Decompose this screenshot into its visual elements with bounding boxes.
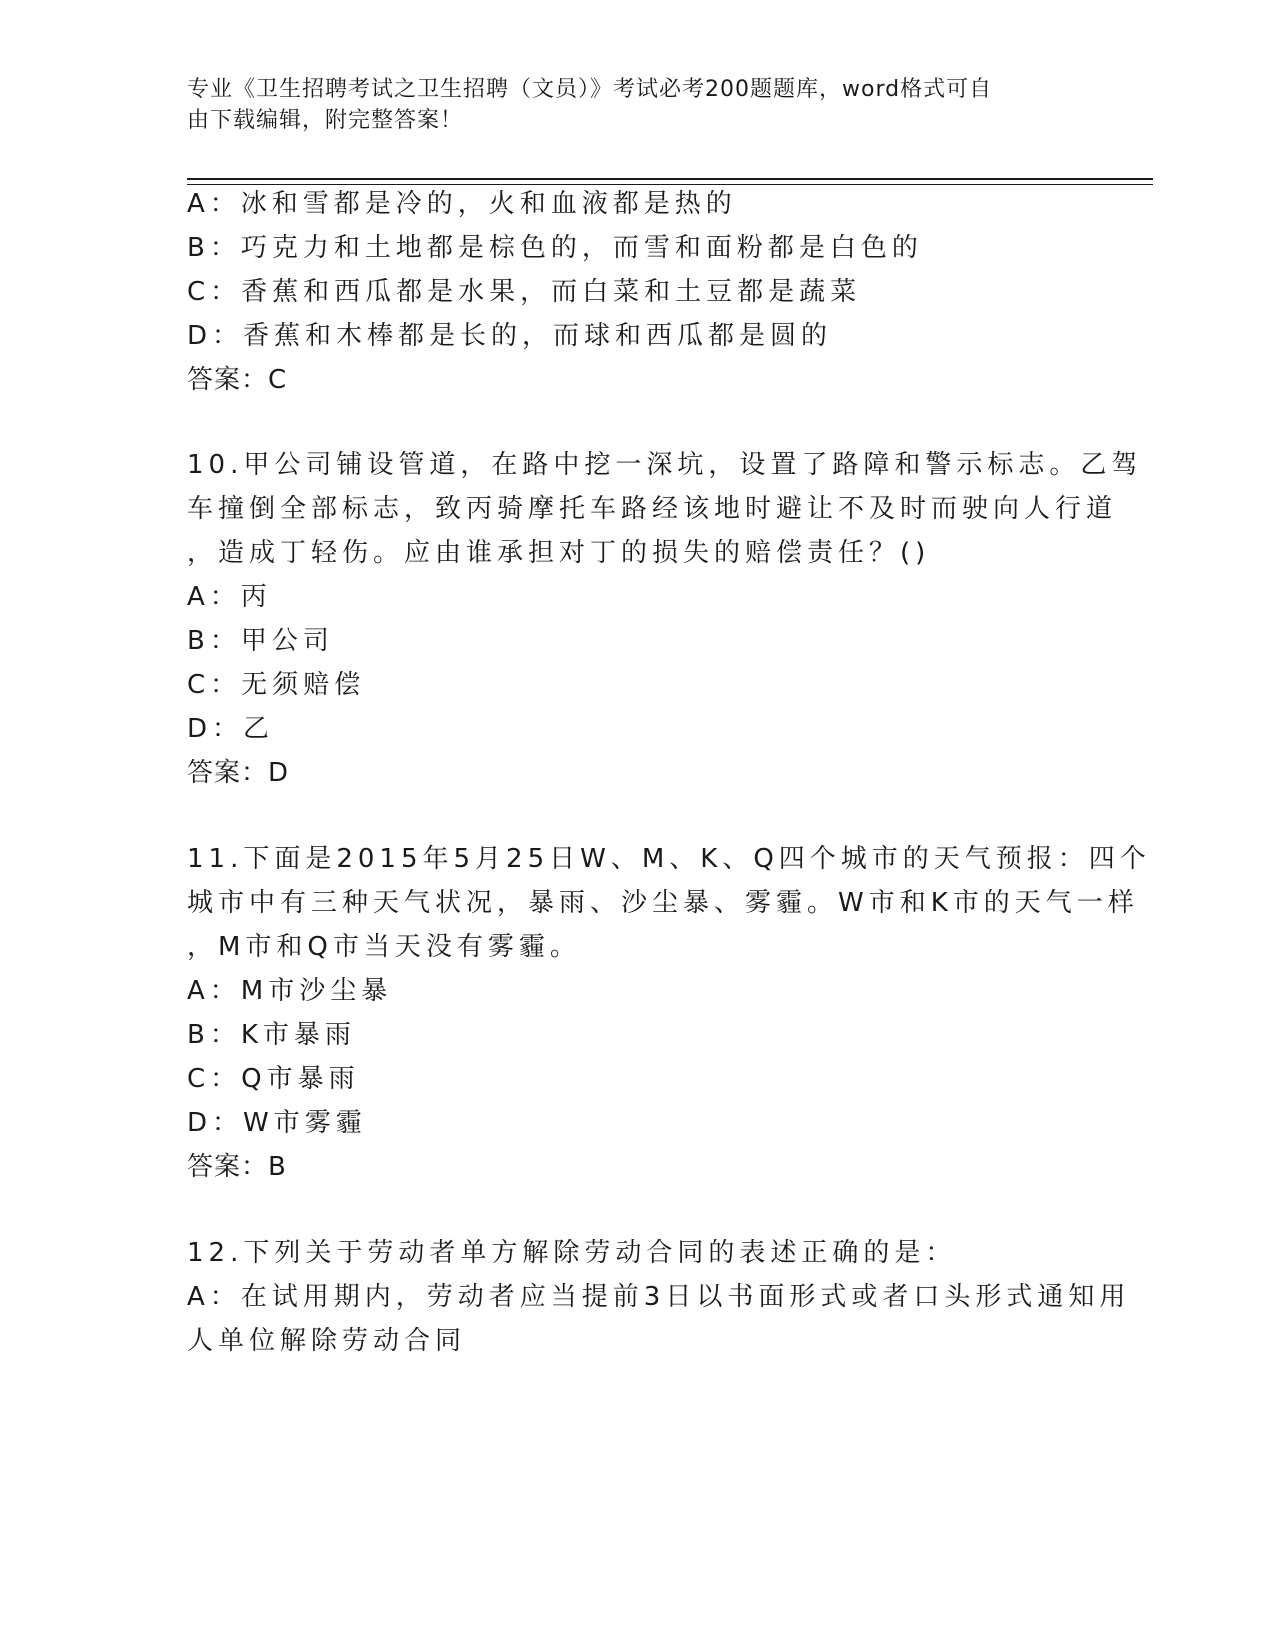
q10-option-b: B：甲公司 [187,626,334,656]
q10-option-a: A：丙 [187,582,272,612]
header-line-1: 专业《卫生招聘考试之卫生招聘（文员）》考试必考200题题库，word格式可自 [187,77,993,102]
q11-option-c: C：Q市暴雨 [187,1064,360,1094]
q9-option-b: B：巧克力和土地都是棕色的，而雪和面粉都是白色的 [187,233,923,263]
q12-option-a-line-2: 人单位解除劳动合同 [187,1326,467,1356]
q11-option-b: B：K市暴雨 [187,1020,356,1050]
q11-option-d: D：W市雾霾 [187,1108,367,1138]
document-header [187,74,1067,136]
header-divider-thick [187,178,1153,180]
q12-stem-line-1: 12.下列关于劳动者单方解除劳动合同的表述正确的是： [187,1238,957,1268]
q11-stem-line-2: 城市中有三种天气状况，暴雨、沙尘暴、雾霾。W市和K市的天气一样 [187,888,1139,918]
q9-option-c: C：香蕉和西瓜都是水果，而白菜和土豆都是蔬菜 [187,277,862,307]
q9-option-d: D：香蕉和木棒都是长的，而球和西瓜都是圆的 [187,321,833,351]
header-line-2: 由下载编辑，附完整答案！ [187,108,464,133]
q10-option-c: C：无须赔偿 [187,670,366,700]
q11-answer: 答案：B [187,1152,287,1182]
q11-stem-line-1: 11.下面是2015年5月25日W、M、K、Q四个城市的天气预报：四个 [187,844,1151,874]
q10-stem-line-3: ，造成丁轻伤。应由谁承担对丁的损失的赔偿责任？() [187,538,931,568]
header-divider-thin [187,184,1153,185]
q10-stem-line-2: 车撞倒全部标志，致丙骑摩托车路经该地时避让不及时而驶向人行道 [187,494,1118,524]
q10-option-d: D：乙 [187,714,275,744]
q9-option-a: A：冰和雪都是冷的，火和血液都是热的 [187,189,737,219]
q10-stem-line-1: 10.甲公司铺设管道，在路中挖一深坑，设置了路障和警示标志。乙驾 [187,450,1143,480]
q9-answer: 答案：C [187,365,288,395]
q10-answer: 答案：D [187,758,290,788]
q11-option-a: A：M市沙尘暴 [187,976,393,1006]
q12-option-a-line-1: A：在试用期内，劳动者应当提前3日以书面形式或者口头形式通知用 [187,1282,1131,1312]
q11-stem-line-3: ，M市和Q市当天没有雾霾。 [187,932,581,962]
